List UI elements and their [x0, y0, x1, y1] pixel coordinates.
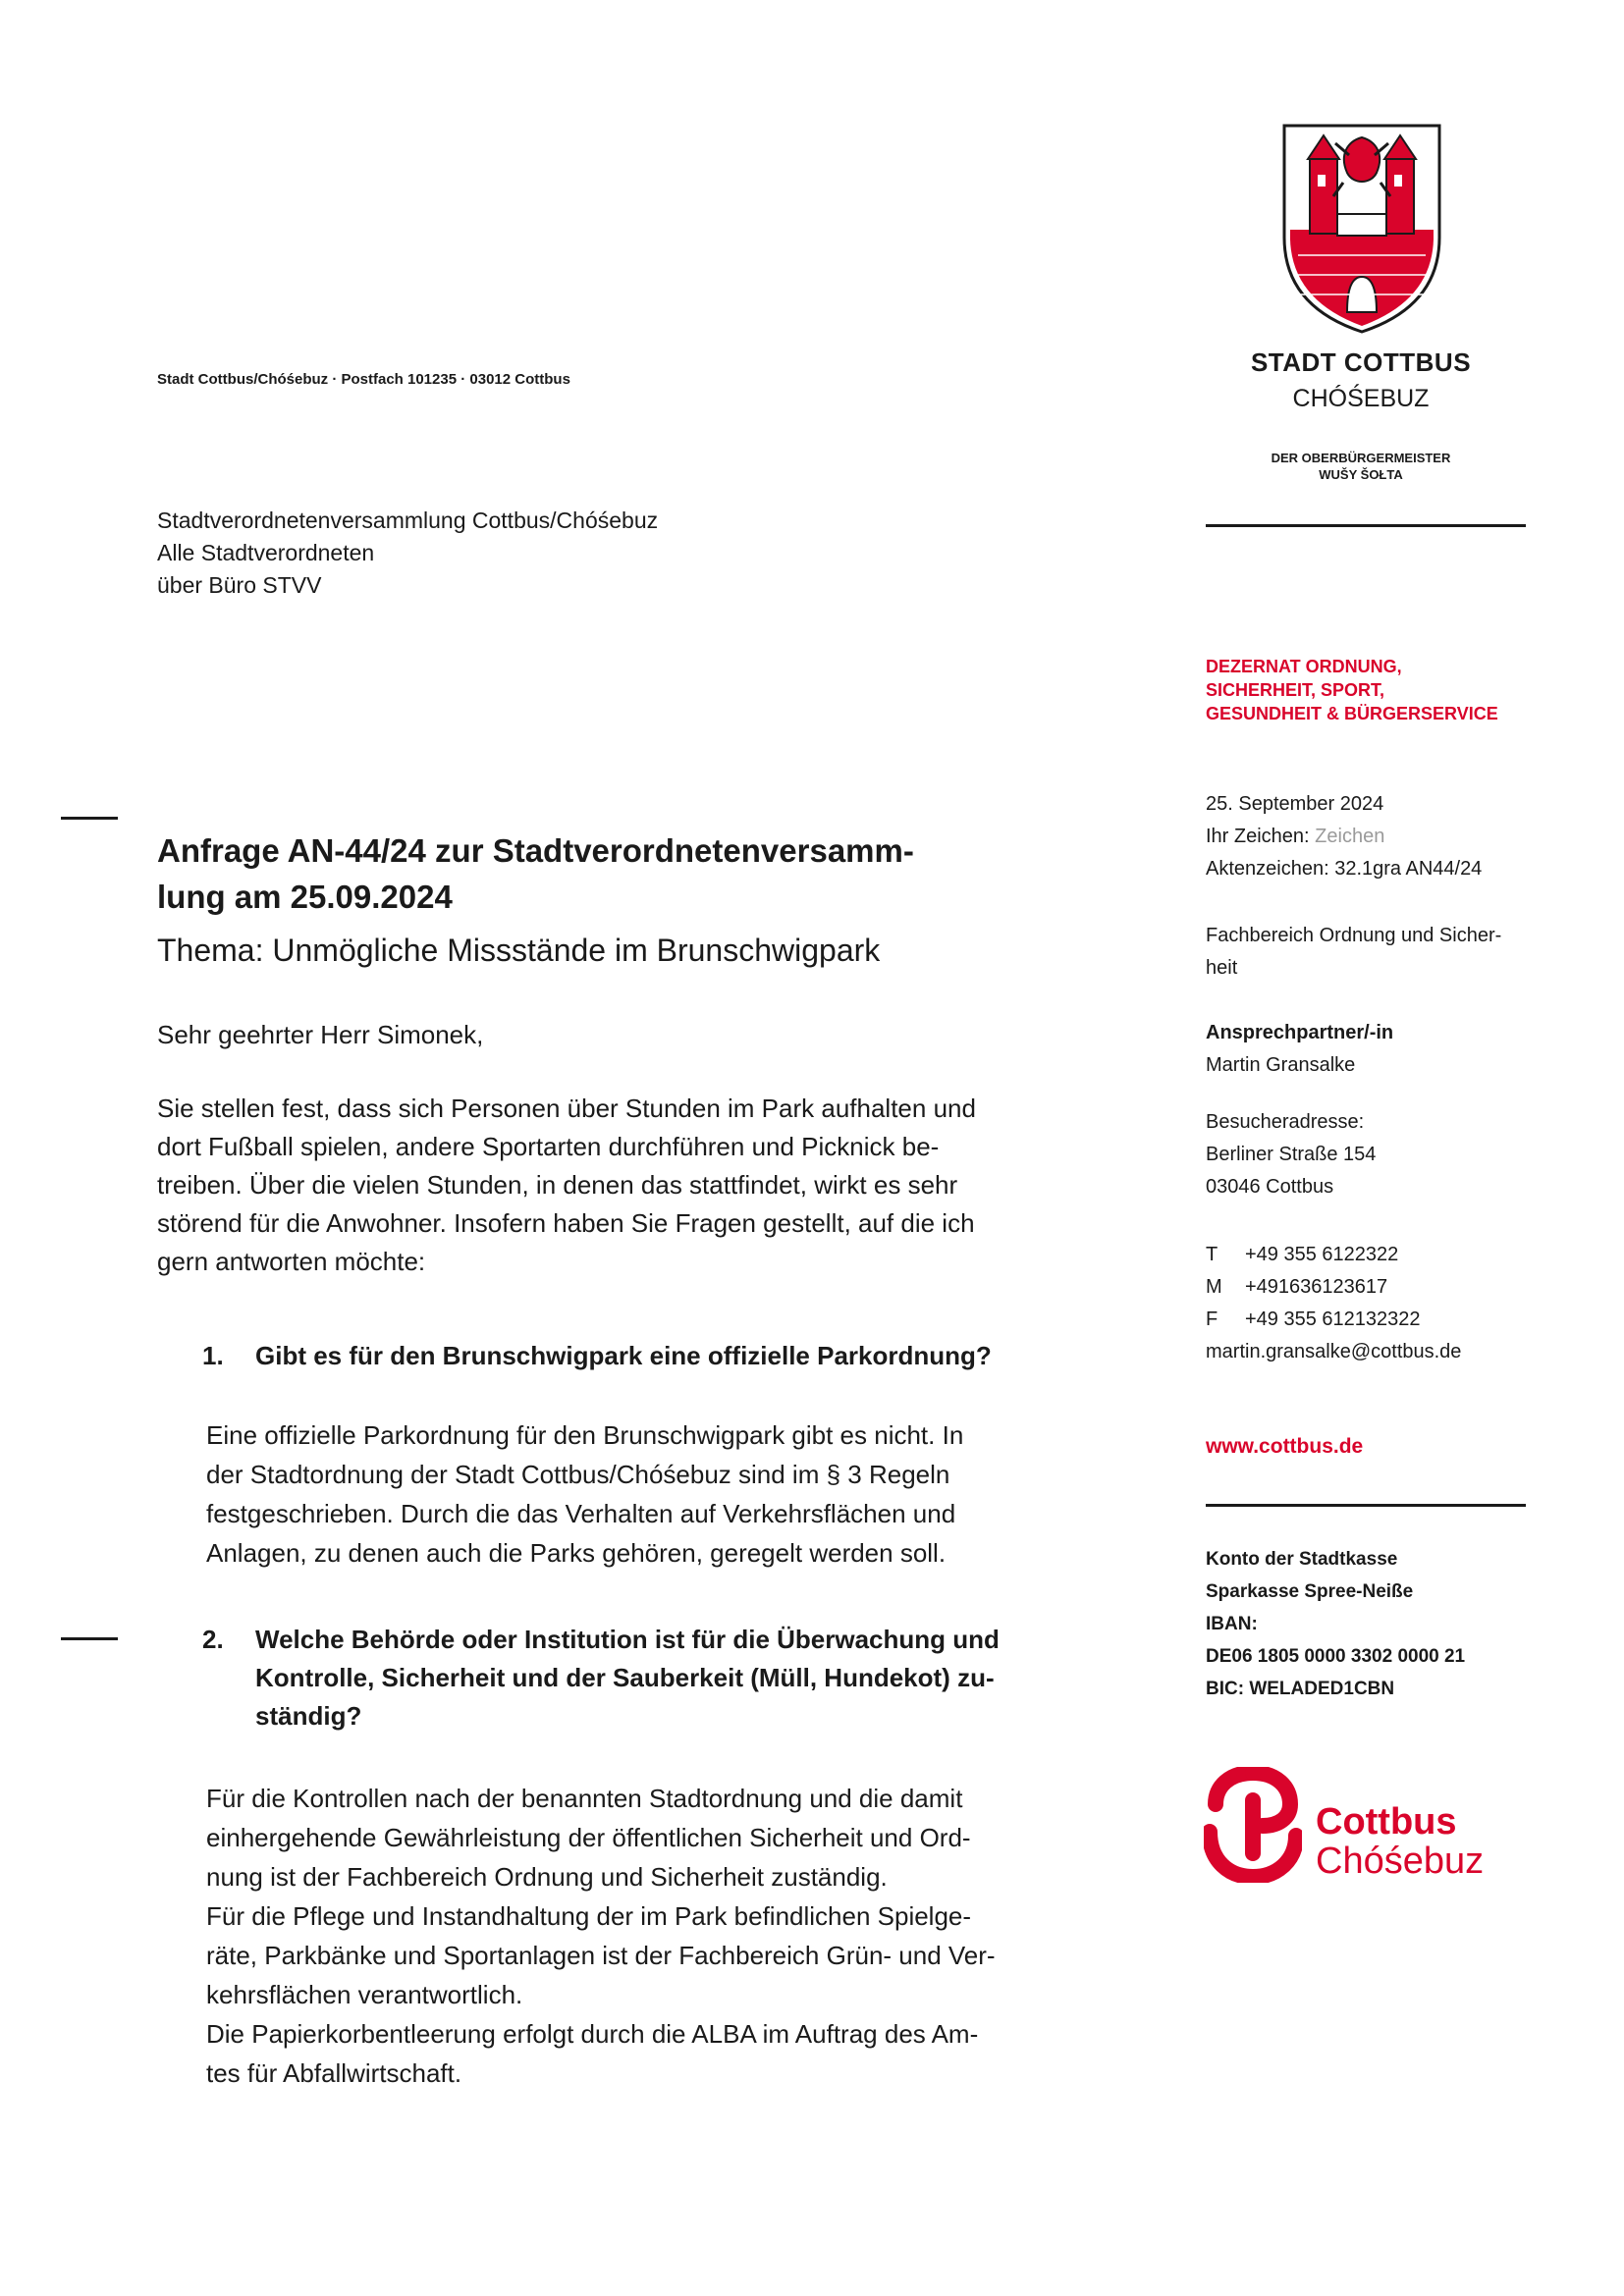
fold-mark	[61, 817, 118, 820]
answer-line: festgeschrieben. Durch die das Verhalten auf Verkehrsflächen und	[206, 1499, 956, 1528]
fax-number: +49 355 612132322	[1245, 1308, 1421, 1330]
logo-line: Chóśebuz	[1316, 1841, 1485, 1882]
mayor-title-sorbian: WUŠY ŠOŁTA	[1319, 467, 1403, 482]
paragraph-line: dort Fußball spielen, andere Sportarten durchführen und Picknick be-	[157, 1132, 940, 1161]
contact-name: Martin Gransalke	[1206, 1054, 1356, 1076]
answer-line: Anlagen, zu denen auch die Parks gehören, geregelt werden soll.	[206, 1538, 947, 1568]
mobile-number: +491636123617	[1245, 1276, 1388, 1298]
email-address[interactable]: martin.gransalke@cottbus.de	[1206, 1341, 1462, 1362]
department-name	[1206, 920, 1530, 985]
bank-line: Sparkasse Spree-Neiße	[1206, 1581, 1414, 1602]
answer-line: Für die Kontrollen nach der benannten Stadtordnung und die damit	[206, 1784, 963, 1813]
mobile-row	[1206, 1271, 1530, 1304]
fax-row	[1206, 1304, 1530, 1336]
question-line: Kontrolle, Sicherheit und der Sauberkeit (Müll, Hundekot) zu-	[255, 1663, 995, 1692]
letter-title	[157, 828, 1100, 920]
letter-date: 25. September 2024	[1206, 793, 1384, 815]
your-reference-value: Zeichen	[1315, 826, 1385, 847]
fold-mark	[61, 1637, 118, 1640]
department-heading	[1206, 655, 1498, 725]
paragraph-line: Sie stellen fest, dass sich Personen über Stunden im Park aufhalten und	[157, 1094, 976, 1123]
answer-line: nung ist der Fachbereich Ordnung und Sicherheit zuständig.	[206, 1862, 888, 1892]
answer-line: räte, Parkbänke und Sportanlagen ist der Fachbereich Grün- und Ver-	[206, 1941, 996, 1970]
address-street: Berliner Straße 154	[1206, 1144, 1377, 1165]
answer-line: tes für Abfallwirtschaft.	[206, 2058, 462, 2088]
phone-number: +49 355 6122322	[1245, 1244, 1399, 1265]
bank-line: IBAN:	[1206, 1614, 1258, 1634]
logo-line: Cottbus	[1316, 1801, 1457, 1842]
coat-of-arms-icon	[1278, 120, 1445, 336]
title-line: Anfrage AN-44/24 zur Stadtverordnetenversamm-	[157, 832, 914, 869]
phone-type: T	[1206, 1244, 1218, 1265]
contact-label: Ansprechpartner/-in	[1206, 1022, 1394, 1043]
phone-row	[1206, 1239, 1530, 1271]
salutation: Sehr geehrter Herr Simonek,	[157, 1020, 484, 1049]
divider	[1206, 524, 1526, 527]
mayor-title	[1202, 450, 1520, 483]
department-line: DEZERNAT ORDNUNG,	[1206, 657, 1402, 676]
address-city: 03046 Cottbus	[1206, 1176, 1334, 1198]
contact-person	[1206, 1017, 1530, 1082]
question-line: Welche Behörde oder Institution ist für die Überwachung und	[255, 1625, 1000, 1654]
contact-details	[1206, 1239, 1530, 1368]
recipient-line: Alle Stadtverordneten	[157, 540, 375, 565]
recipient-line: über Büro STVV	[157, 572, 322, 598]
answer-line: Für die Pflege und Instandhaltung der im Park befindlichen Spielge-	[206, 1901, 972, 1931]
question-line: ständig?	[255, 1701, 362, 1731]
question-number: 2.	[202, 1625, 224, 1654]
sender-line: Stadt Cottbus/Chóśebuz · Postfach 101235 · 03012 Cottbus	[157, 371, 570, 388]
question-line: Gibt es für den Brunschwigpark eine offizielle Parkordnung?	[255, 1341, 992, 1370]
paragraph-line: störend für die Anwohner. Insofern haben Sie Fragen gestellt, auf die ich	[157, 1208, 975, 1238]
your-reference	[1206, 821, 1530, 853]
bank-bic: BIC: WELADED1CBN	[1206, 1679, 1395, 1699]
answer-line: kehrsflächen verantwortlich.	[206, 1980, 523, 2009]
answer-line: einhergehende Gewährleistung der öffentlichen Sicherheit und Ord-	[206, 1823, 971, 1852]
address-label: Besucheradresse:	[1206, 1111, 1365, 1133]
bank-line: Konto der Stadtkasse	[1206, 1549, 1398, 1570]
department-name-line: heit	[1206, 957, 1238, 979]
your-reference-label: Ihr Zeichen:	[1206, 826, 1310, 847]
answer-1	[206, 1415, 1139, 1573]
phone-type: F	[1206, 1308, 1218, 1330]
department-line: GESUNDHEIT & BÜRGERSERVICE	[1206, 704, 1498, 723]
bank-details	[1206, 1543, 1465, 1705]
question-2	[255, 1621, 1110, 1735]
city-name: STADT COTTBUS	[1250, 347, 1472, 377]
phone-type: M	[1206, 1276, 1222, 1298]
department-line: SICHERHEIT, SPORT,	[1206, 680, 1385, 700]
department-name-line: Fachbereich Ordnung und Sicher-	[1206, 925, 1502, 946]
visitor-address	[1206, 1106, 1530, 1203]
website-link[interactable]: www.cottbus.de	[1206, 1435, 1364, 1458]
recipient-address	[157, 505, 658, 602]
paragraph-line: treiben. Über die vielen Stunden, in denen das stattfindet, wirkt es sehr	[157, 1170, 958, 1200]
question-1	[255, 1337, 1110, 1375]
city-name-sorbian: CHÓŚEBUZ	[1292, 385, 1430, 412]
answer-line: der Stadtordnung der Stadt Cottbus/Chóśebuz sind im § 3 Regeln	[206, 1460, 950, 1489]
answer-line: Eine offizielle Parkordnung für den Brunschwigpark gibt es nicht. In	[206, 1420, 964, 1450]
cottbus-logo-icon	[1204, 1767, 1302, 1883]
divider	[1206, 1504, 1526, 1507]
intro-paragraph	[157, 1090, 1129, 1281]
answer-2	[206, 1779, 1139, 2093]
letter-subject: Thema: Unmögliche Missstände im Brunschwigpark	[157, 933, 881, 968]
title-line: lung am 25.09.2024	[157, 879, 453, 915]
mayor-title-line: DER OBERBÜRGERMEISTER	[1271, 451, 1451, 465]
answer-line: Die Papierkorbentleerung erfolgt durch die ALBA im Auftrag des Am-	[206, 2019, 979, 2049]
file-reference: Aktenzeichen: 32.1gra AN44/24	[1206, 858, 1483, 880]
letter-meta	[1206, 788, 1530, 885]
cottbus-logo-wordmark	[1316, 1802, 1484, 1881]
question-number: 1.	[202, 1341, 224, 1370]
paragraph-line: gern antworten möchte:	[157, 1247, 426, 1276]
bank-iban: DE06 1805 0000 3302 0000 21	[1206, 1646, 1466, 1667]
recipient-line: Stadtverordnetenversammlung Cottbus/Chóśebuz	[157, 507, 659, 533]
